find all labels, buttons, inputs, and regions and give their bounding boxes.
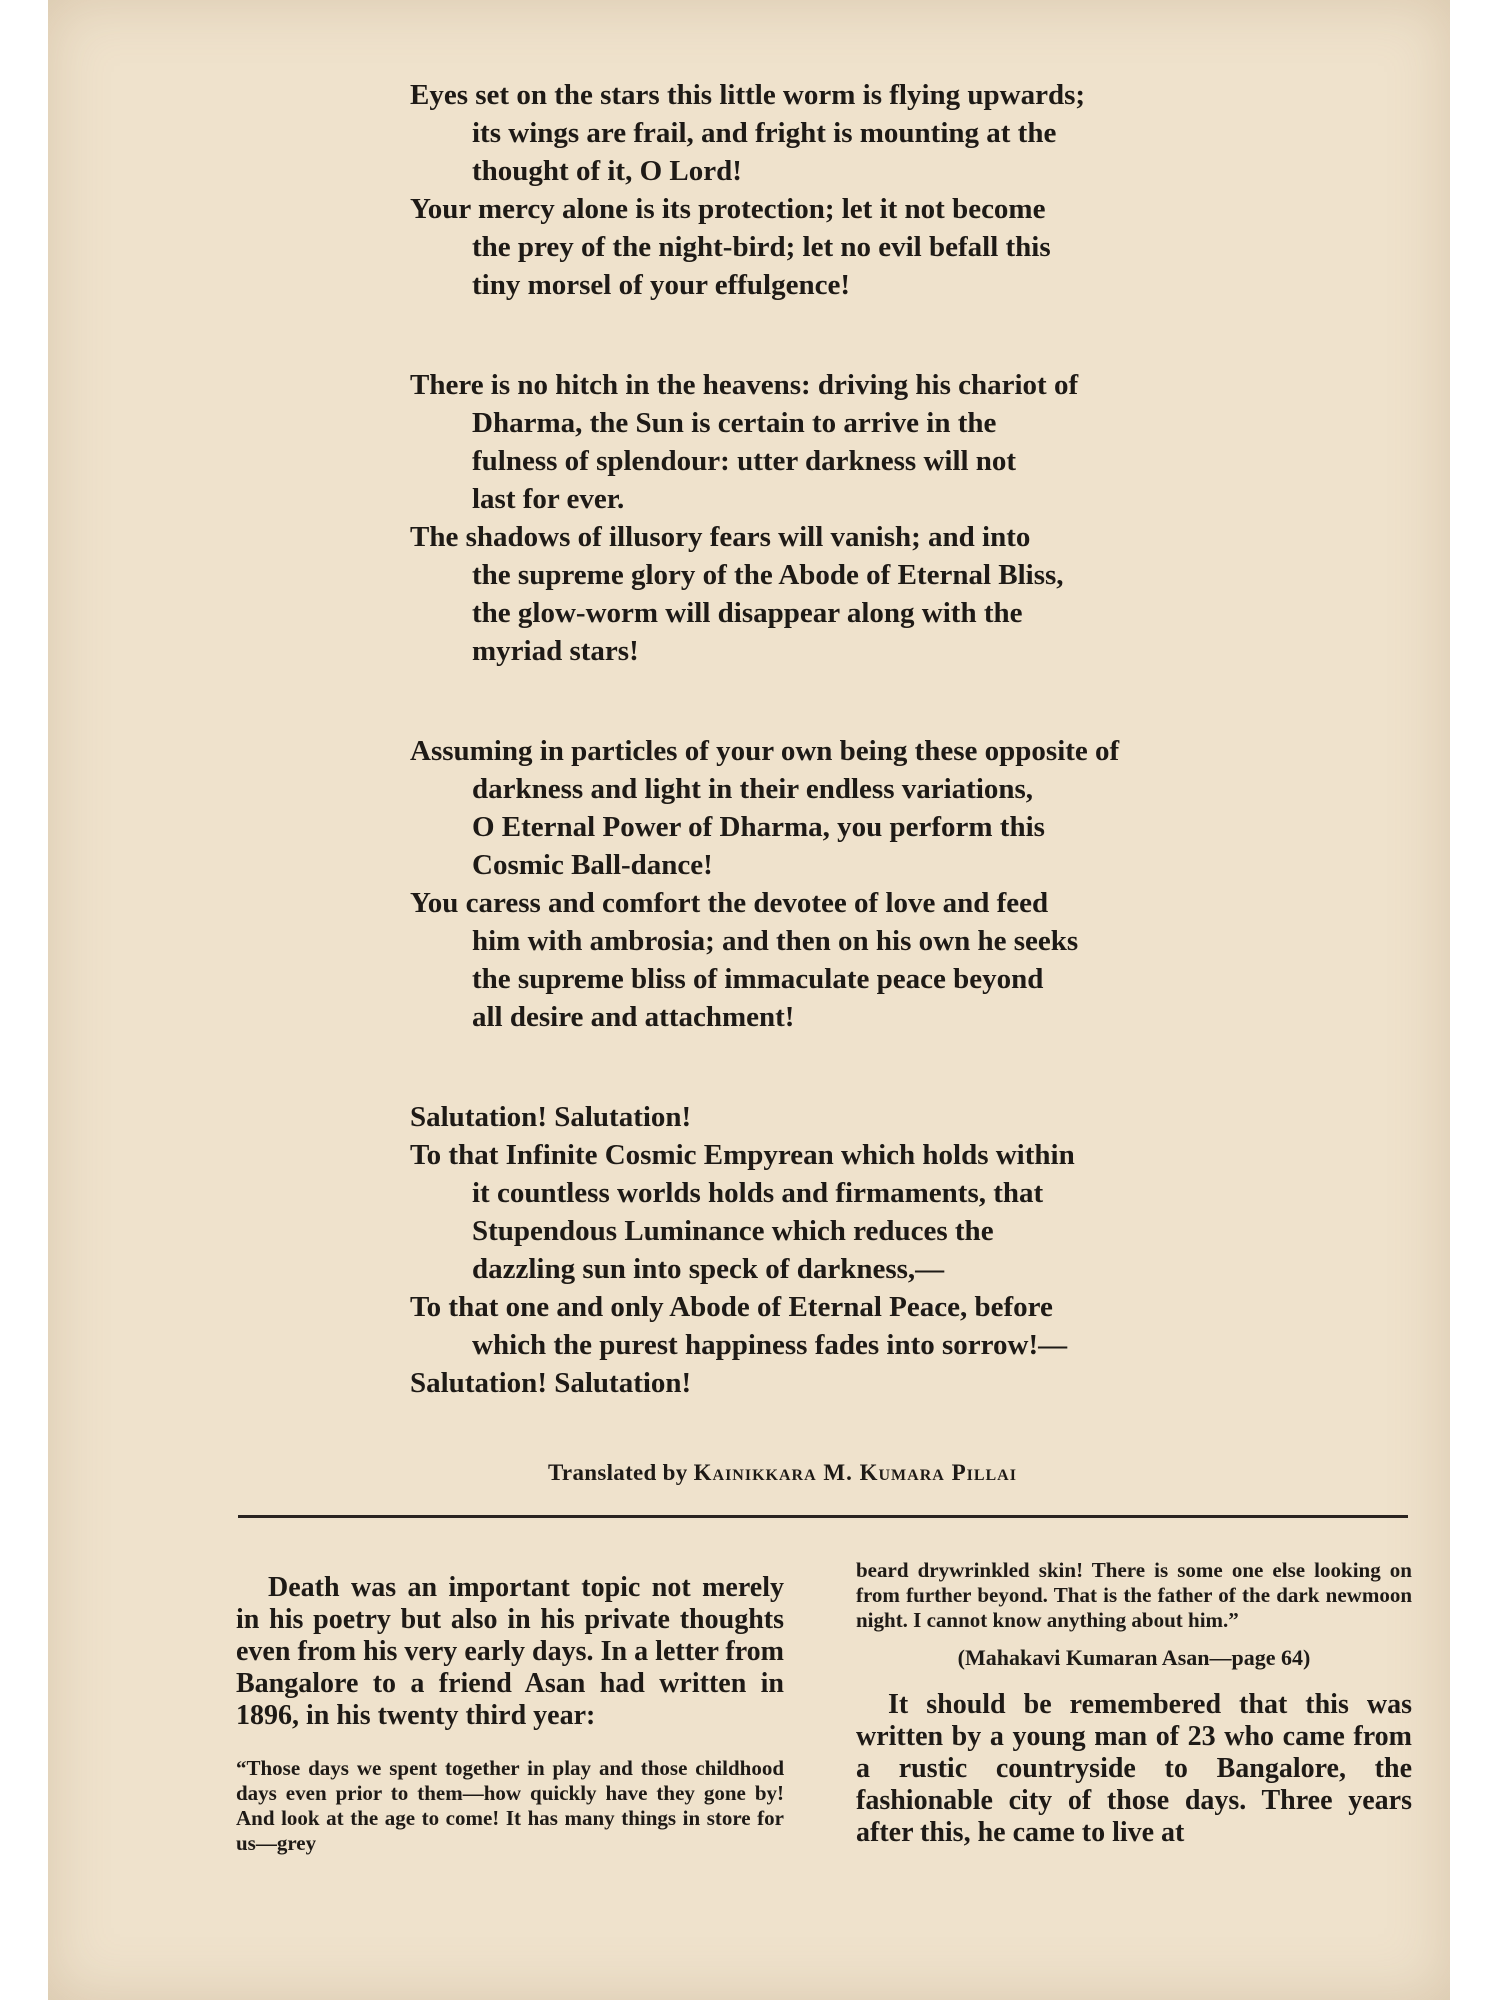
verse-first-line: Assuming in particles of your own being these opposite of: [410, 735, 1120, 767]
verse-continuation: Stupendous Luminance which reduces the: [472, 1215, 994, 1247]
verse-continuation: the supreme bliss of immaculate peace beyond: [472, 963, 1044, 995]
verse-continuation: him with ambrosia; and then on his own he seeks: [472, 925, 1079, 957]
right-column: [856, 1558, 1412, 1849]
verse-first-line: Salutation! Salutation!: [410, 1101, 692, 1133]
verse-continuation: dazzling sun into speck of darkness,—: [472, 1253, 945, 1285]
verse-line: [410, 1364, 1240, 1402]
verse-line: [410, 1098, 1240, 1136]
verse-continuation: the prey of the night-bird; let no evil befall this: [472, 231, 1051, 263]
verse-line: [410, 1136, 1240, 1288]
verse-continuation: its wings are frail, and fright is mounting at the: [472, 117, 1057, 149]
verse-line: [410, 884, 1240, 1036]
translator-credit: [548, 1460, 1248, 1486]
verse-continuation: darkness and light in their endless variations,: [472, 773, 1034, 805]
verse-continuation: thought of it, O Lord!: [472, 155, 742, 187]
poem-stanza-4: [410, 1098, 1240, 1402]
verse-continuation: it countless worlds holds and firmaments, that: [472, 1177, 1044, 1209]
letter-quote: “Those days we spent together in play and those childhood days even prior to them—how quickly have they gone by! And look at the age to come! It has many things in store for us—grey: [236, 1756, 784, 1855]
verse-continuation: all desire and attachment!: [472, 1001, 795, 1033]
verse-continuation: tiny morsel of your effulgence!: [472, 269, 850, 301]
verse-line: [410, 366, 1240, 518]
poem-stanza-2: [410, 366, 1240, 670]
verse-continuation: Dharma, the Sun is certain to arrive in the: [472, 407, 997, 439]
verse-continuation: myriad stars!: [472, 635, 639, 667]
verse-first-line: You caress and comfort the devotee of love and feed: [410, 887, 1049, 919]
poem: [410, 76, 1240, 1402]
verse-line: [410, 1288, 1240, 1364]
left-column: [236, 1572, 784, 1856]
verse-continuation: which the purest happiness fades into sorrow!—: [472, 1329, 1068, 1361]
book-page: [48, 0, 1450, 2000]
verse-first-line: Salutation! Salutation!: [410, 1367, 692, 1399]
verse-continuation: the supreme glory of the Abode of Eternal Bliss,: [472, 559, 1064, 591]
verse-continuation: Cosmic Ball-dance!: [472, 849, 713, 881]
verse-continuation: last for ever.: [472, 483, 625, 515]
verse-continuation: fulness of splendour: utter darkness will not: [472, 445, 1017, 477]
verse-first-line: There is no hitch in the heavens: driving his chariot of: [410, 369, 1079, 401]
section-divider: [238, 1515, 1408, 1518]
verse-first-line: Your mercy alone is its protection; let it not become: [410, 193, 1046, 225]
verse-line: [410, 190, 1240, 304]
verse-continuation: the glow-worm will disappear along with the: [472, 597, 1023, 629]
body-paragraph: Death was an important topic not merely in his poetry but also in his private thoughts even from his very early days. In a letter from Bangalore to a friend Asan had written in 1896, in his twenty third year:: [236, 1572, 784, 1731]
verse-line: [410, 76, 1240, 190]
translator-prefix: Translated by: [548, 1460, 688, 1485]
translator-name: Kainikkara M. Kumara Pillai: [693, 1460, 1017, 1485]
verse-first-line: Eyes set on the stars this little worm is flying upwards;: [410, 79, 1086, 111]
verse-line: [410, 732, 1240, 884]
body-paragraph: It should be remembered that this was written by a young man of 23 who came from a rustic countryside to Bangalore, the fashionable city of those days. Three years after this, he came to live at: [856, 1689, 1412, 1848]
letter-quote-continued: beard drywrinkled skin! There is some one else looking on from further beyond. That is the father of the dark newmoon night. I cannot know anything about him.”: [856, 1558, 1412, 1632]
quote-citation: (Mahakavi Kumaran Asan—page 64): [957, 1645, 1311, 1670]
verse-first-line: The shadows of illusory fears will vanish; and into: [410, 521, 1031, 553]
verse-first-line: To that Infinite Cosmic Empyrean which holds within: [410, 1139, 1075, 1171]
verse-continuation: O Eternal Power of Dharma, you perform this: [472, 811, 1045, 843]
poem-stanza-1: [410, 76, 1240, 304]
poem-stanza-3: [410, 732, 1240, 1036]
verse-line: [410, 518, 1240, 670]
verse-first-line: To that one and only Abode of Eternal Peace, before: [410, 1291, 1053, 1323]
